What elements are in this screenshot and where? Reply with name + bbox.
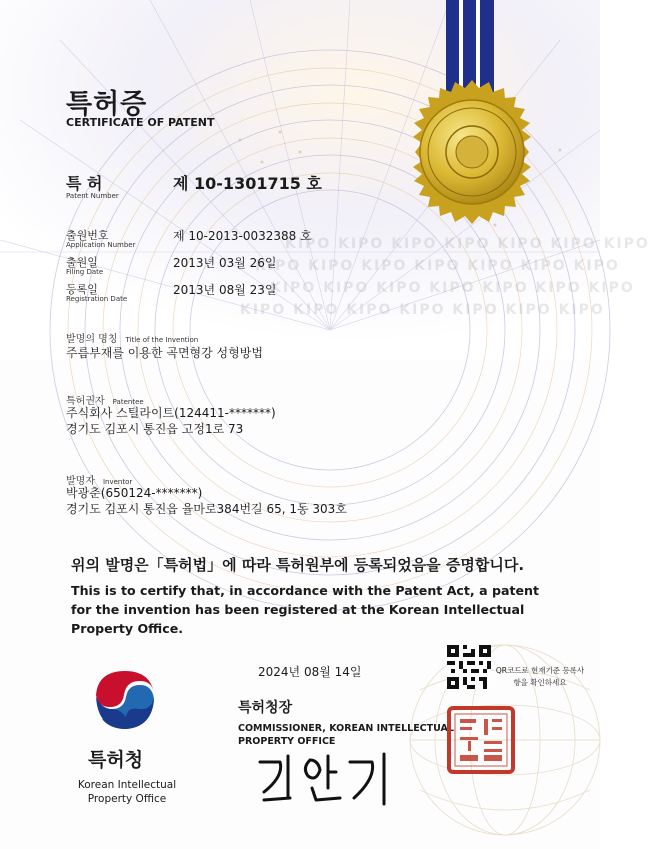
patent-number-value: 제 10-1301715 호 xyxy=(173,174,322,193)
watermark-row: KIPO KIPO KIPO KIPO KIPO KIPO KIPO xyxy=(270,280,635,296)
commissioner-title-en: COMMISSIONER, KOREAN INTELLECTUAL PROPERTY OFFICE xyxy=(238,723,454,747)
qr-code-icon xyxy=(447,645,491,689)
patentee-address: 경기도 김포시 통진읍 고정1로 73 xyxy=(66,422,244,436)
watermark-row: KIPO KIPO KIPO KIPO KIPO KIPO KIPO xyxy=(255,258,620,274)
organization-name-en: Korean Intellectual Property Office xyxy=(77,779,177,805)
commissioner-title: 특허청장 xyxy=(238,700,293,716)
inventor-address: 경기도 김포시 통진읍 율마로384번길 65, 1동 303호 xyxy=(66,502,347,516)
inventor-label: 발명자 xyxy=(66,476,95,487)
patent-number-label: 특 허 xyxy=(66,174,103,193)
official-stamp-icon xyxy=(446,705,516,775)
invention-label-en: Title of the Invention xyxy=(125,336,199,344)
kipo-taegeuk-logo-icon xyxy=(90,665,160,737)
invention-label: 발명의 명칭 xyxy=(66,334,118,345)
commissioner-signature xyxy=(250,748,400,808)
inventor-label-en: Inventor xyxy=(102,478,133,486)
registration-date-value: 2013년 08월 23일 xyxy=(173,283,277,297)
patentee-name: 주식회사 스틸라이트(124411-*******) xyxy=(66,406,276,420)
registration-date-label: 등록일 xyxy=(66,283,98,296)
gold-seal-icon xyxy=(397,77,547,227)
patentee-label: 특허권자 xyxy=(66,396,105,407)
issue-date: 2024년 08월 14일 xyxy=(258,665,362,679)
patent-number-label-en: Patent Number xyxy=(66,192,119,200)
certificate-title: 특허증 xyxy=(66,89,148,120)
inventor-name: 박광춘(650124-*******) xyxy=(66,486,203,500)
certification-statement-en: This is to certify that, in accordance with the Patent Act, a patent for the invention has been registered at the Korean Intellectual Property Office. xyxy=(71,583,540,636)
filing-date-label: 출원일 xyxy=(66,256,98,269)
application-number-value: 제 10-2013-0032388 호 xyxy=(173,229,312,243)
application-number-label: 출원번호 xyxy=(66,229,109,242)
certificate-title-en: CERTIFICATE OF PATENT xyxy=(66,116,215,129)
organization-name: 특허청 xyxy=(88,749,144,771)
certification-statement-ko: 위의 발명은「특허법」에 따라 특허원부에 등록되었음을 증명합니다. xyxy=(71,556,525,574)
filing-date-label-en: Filing Date xyxy=(66,268,104,276)
filing-date-value: 2013년 03월 26일 xyxy=(173,256,277,270)
watermark-row: KIPO KIPO KIPO KIPO KIPO KIPO KIPO xyxy=(285,236,650,252)
qr-caption: QR코드로 현재기준 등록사항을 확인하세요 xyxy=(495,666,585,687)
registration-date-label-en: Registration Date xyxy=(66,295,128,303)
invention-title: 주름부재를 이용한 곡면형강 성형방법 xyxy=(66,346,263,360)
patentee-label-en: Patentee xyxy=(112,398,144,406)
application-number-label-en: Application Number xyxy=(66,241,136,249)
watermark-row: KIPO KIPO KIPO KIPO KIPO KIPO KIPO xyxy=(240,302,605,318)
